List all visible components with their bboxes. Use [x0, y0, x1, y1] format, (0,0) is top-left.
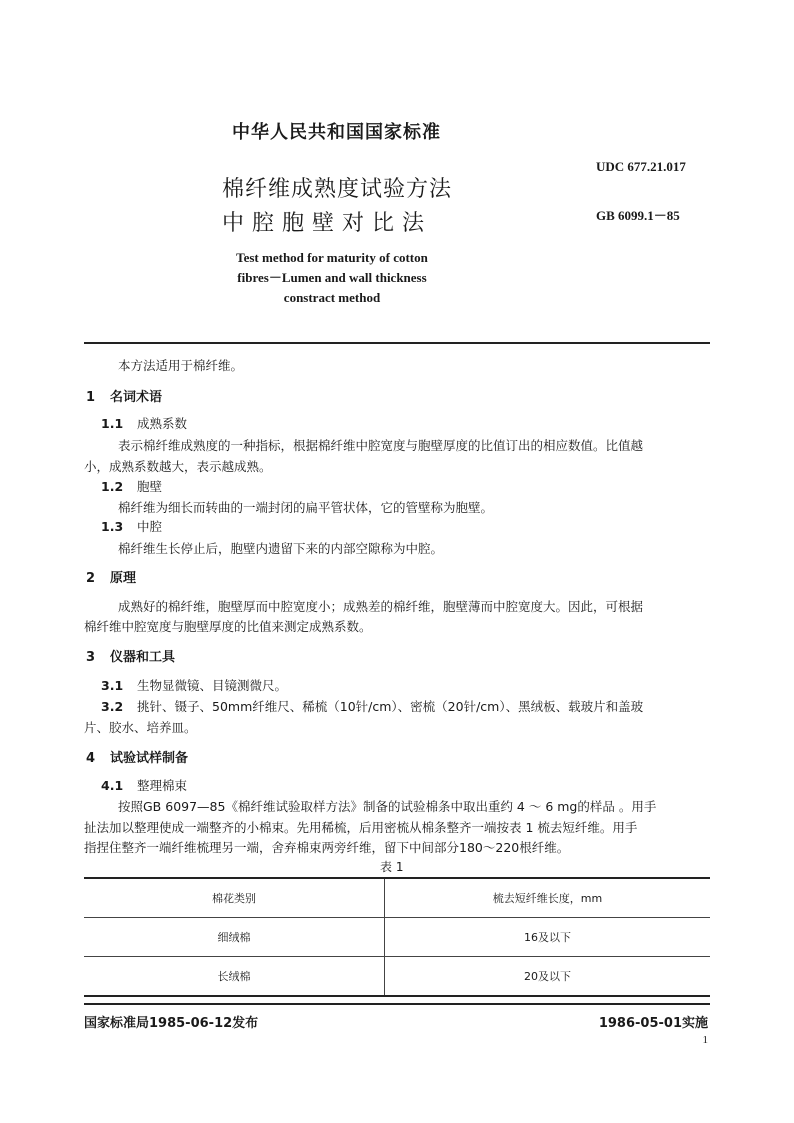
table-caption: 表 1	[380, 860, 404, 874]
section-title: 试验试样制备	[110, 751, 189, 766]
title-zh-line1: 棉纤维成熟度试验方法	[222, 177, 453, 202]
clause-1-3-heading	[101, 517, 162, 535]
section-2-line1: 成熟好的棉纤维，胞壁厚而中腔宽度小；成熟差的棉纤维，胞壁薄而中腔宽度大。因此，可根据	[118, 599, 644, 614]
section-title: 仪器和工具	[110, 650, 176, 665]
national-standard-label: 中华人民共和国国家标准	[232, 122, 441, 143]
clause-1-2-line1: 棉纤维为细长而转曲的一端封闭的扁平管状体，它的管壁称为胞壁。	[118, 500, 494, 515]
clause-text: 挑针、镊子、50mm纤维尺、稀梳（10针/cm）、密梳（20针/cm）、黑绒板、载玻片和盖玻	[137, 699, 644, 714]
issue-date: 国家标准局1985-06-12发布	[84, 1016, 259, 1031]
table-header-row	[84, 878, 710, 918]
clause-number: 3.1	[101, 678, 124, 693]
clause-4-1-line3: 指捏住整齐一端纤维梳理另一端，舍弃棉束两旁纤维，留下中间部分180～220根纤维。	[84, 840, 570, 855]
clause-title: 整理棉束	[137, 778, 188, 793]
clause-3-2-line2: 片、胶水、培养皿。	[84, 720, 197, 735]
section-number: 2	[86, 571, 96, 586]
table-cell: 长绒棉	[84, 957, 385, 997]
clause-number: 3.2	[101, 699, 124, 714]
section-2-line2: 棉纤维中腔宽度与胞壁厚度的比值来测定成熟系数。	[84, 619, 372, 634]
clause-4-1-line2: 扯法加以整理使成一端整齐的小棉束。先用稀梳，后用密梳从棉条整齐一端按表 1 梳去短纤维。用手	[84, 820, 638, 835]
clause-1-2-heading	[101, 477, 162, 495]
intro-text: 本方法适用于棉纤维。	[118, 358, 244, 373]
table-cell: 细绒棉	[84, 918, 385, 957]
clause-title: 胞壁	[137, 479, 163, 494]
table-cell: 20及以下	[385, 957, 711, 997]
clause-number: 1.3	[101, 519, 124, 534]
clause-4-1-line1: 按照GB 6097—85《棉纤维试验取样方法》制备的试验棉条中取出重约 4 ～ 6 mg的样品 。用手	[118, 799, 657, 814]
clause-1-1-line1: 表示棉纤维成熟度的一种指标，根据棉纤维中腔宽度与胞壁厚度的比值订出的相应数值。比值越	[118, 438, 644, 453]
clause-1-3-line1: 棉纤维生长停止后，胞壁内遗留下来的内部空隙称为中腔。	[118, 541, 444, 556]
clause-3-2-line1	[101, 697, 643, 715]
table-header-category: 棉花类别	[84, 878, 385, 918]
section-1-heading	[86, 386, 162, 405]
clause-3-1	[101, 676, 287, 694]
clause-title: 中腔	[137, 519, 163, 534]
udc-number: UDC 677.21.017	[596, 159, 686, 174]
clause-1-1-line2: 小，成熟系数越大，表示越成熟。	[84, 459, 272, 474]
section-number: 4	[86, 751, 96, 766]
gb-number: GB 6099.1－85	[596, 208, 680, 223]
clause-number: 1.2	[101, 479, 124, 494]
clause-4-1-heading	[101, 776, 187, 794]
clause-number: 4.1	[101, 778, 124, 793]
section-title: 名词术语	[110, 390, 163, 405]
clause-title: 成熟系数	[137, 416, 188, 431]
page-number: 1	[702, 1034, 708, 1046]
table-row	[84, 957, 710, 997]
title-en: Test method for maturity of cotton fibres－Lumen and wall thickness constract method	[236, 250, 428, 305]
title-zh-line2: 中腔胞壁对比法	[222, 211, 433, 236]
header-divider	[84, 342, 710, 344]
table-1	[84, 877, 710, 997]
section-3-heading	[86, 646, 175, 665]
section-number: 3	[86, 650, 96, 665]
clause-1-1-heading	[101, 414, 187, 432]
section-2-heading	[86, 567, 136, 586]
section-number: 1	[86, 390, 96, 405]
clause-text: 生物显微镜、目镜测微尺。	[137, 678, 288, 693]
table-header-length: 梳去短纤维长度，mm	[385, 878, 711, 918]
section-title: 原理	[110, 571, 137, 586]
effective-date: 1986-05-01实施	[598, 1016, 708, 1031]
footer-divider	[84, 1003, 710, 1005]
section-4-heading	[86, 747, 188, 766]
table-cell: 16及以下	[385, 918, 711, 957]
table-row	[84, 918, 710, 957]
clause-number: 1.1	[101, 416, 124, 431]
